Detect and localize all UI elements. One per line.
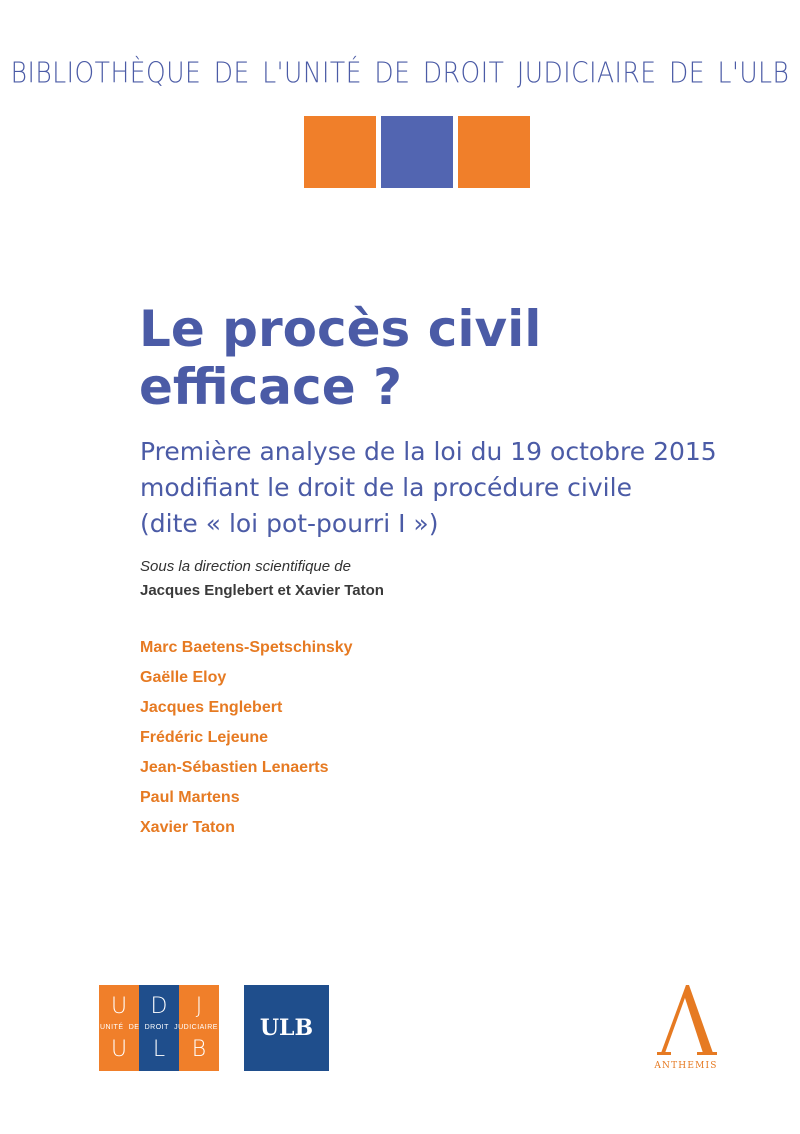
subtitle-line-1: Première analyse de la loi du 19 octobre 2015 xyxy=(140,437,717,466)
udj-letter: D xyxy=(139,985,179,1028)
author-item: Paul Martens xyxy=(140,789,240,806)
book-subtitle xyxy=(140,434,780,542)
title-line-1: Le procès civil xyxy=(139,300,542,358)
orange-square-left xyxy=(304,116,376,188)
udj-band-word: UNITÉ xyxy=(100,1024,124,1031)
anthemis-logo xyxy=(645,983,727,1075)
udj-letter: B xyxy=(179,1028,219,1071)
author-item: Gaëlle Eloy xyxy=(140,669,227,686)
author-item: Xavier Taton xyxy=(140,819,235,836)
udj-letter: U xyxy=(99,1028,139,1071)
author-item: Jean-Sébastien Lenaerts xyxy=(140,759,329,776)
udj-logo xyxy=(99,985,219,1071)
publisher-name: ANTHEMIS xyxy=(654,1061,718,1071)
direction-label: Sous la direction scientifique de xyxy=(140,558,351,575)
subtitle-line-2: modifiant le droit de la procédure civile xyxy=(140,473,632,502)
anthemis-a-icon xyxy=(653,983,719,1059)
blue-square-center xyxy=(381,116,453,188)
udj-band xyxy=(99,1023,219,1033)
title-line-2: efficace ? xyxy=(139,358,403,416)
orange-square-right xyxy=(458,116,530,188)
udj-band-word: DE xyxy=(128,1024,140,1031)
udj-band-word: JUDICIAIRE xyxy=(174,1024,218,1031)
author-item: Marc Baetens-Spetschinsky xyxy=(140,639,353,656)
udj-letter: J xyxy=(179,985,219,1028)
series-title: BIBLIOTHÈQUE DE L'UNITÉ DE DROIT JUDICIAIRE DE L'ULB xyxy=(10,55,790,90)
book-title xyxy=(139,300,759,416)
udj-letter: U xyxy=(99,985,139,1028)
author-item: Frédéric Lejeune xyxy=(140,729,269,746)
author-item: Jacques Englebert xyxy=(140,699,283,716)
directors: Jacques Englebert et Xavier Taton xyxy=(140,582,384,599)
udj-band-word: DROIT xyxy=(144,1024,169,1031)
ulb-logo: ULB xyxy=(244,985,329,1071)
authors-list xyxy=(140,636,353,846)
subtitle-line-3: (dite « loi pot-pourri I ») xyxy=(140,509,439,538)
udj-letter: L xyxy=(139,1028,179,1071)
